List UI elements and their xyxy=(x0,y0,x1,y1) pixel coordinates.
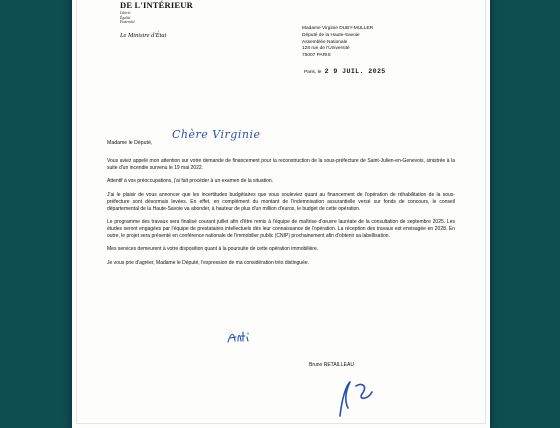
motto-line: Égalité xyxy=(120,15,131,20)
body-paragraph: Mes services demeurent à votre disposition quant à la poursuite de cette opération immobilière. xyxy=(107,246,319,253)
recipient-line: 128 rue de l'Université xyxy=(302,46,350,52)
signer-name: Bruno RETAILLEAU xyxy=(309,362,354,368)
ministry-name: DE L'INTÉRIEUR xyxy=(120,0,193,10)
recipient-line: Madame Virginie DUBY-MULLER xyxy=(302,26,374,31)
body-paragraph: Le programme des travaux sera finalisé courant juillet afin d'être remis à l'équipe de maîtrise d'œuvre lauréate de la consultation de septembre 2025. Les études seront engagées par l'équipe de prestataires intellectuels dès leur connaissance de l'opération. La réception des travaux est envisagée en 2028. En outre, le projet sera présenté en conférence nationale de l'immobilier public (CNIP) prochainement afin d'obtenir sa labellisation. xyxy=(107,219,455,239)
body-paragraph: Attentif à vos préoccupations, j'ai fait procéder à un examen de la situation. xyxy=(107,178,274,185)
letter-page xyxy=(72,0,490,428)
minister-title: Le Ministre d'État xyxy=(120,32,167,39)
date-stamp: 2 9 JUIL. 2025 xyxy=(324,68,386,75)
salutation: Madame le Député, xyxy=(107,140,153,146)
recipient-address xyxy=(302,26,373,60)
body-paragraph: Vous aviez appelé mon attention sur votre demande de financement pour la reconstruction de la sous-préfecture de Saint-Julien-en-Genevois, sinistrée à la suite d'un incendie survenu le 19 mai 2022. xyxy=(107,158,455,171)
republic-motto xyxy=(120,11,135,25)
date-place: Paris, le xyxy=(304,70,322,75)
body-paragraph: J'ai le plaisir de vous annoncer que les incertitudes budgétaires que vous souleviez quant au financement de l'opération de réhabilitation de la sous-préfecture sont désormais levées. En effet, en complément du montant de l'indemnisation assurantielle versé sur fonds de concours, le conseil départemental de la Haute-Savoie va abonder, à hauteur de plus d'un million d'euros, le budget de cette opération. xyxy=(107,191,455,212)
letter-body xyxy=(107,158,455,274)
dateline xyxy=(304,68,386,75)
recipient-line: 75007 PARIS xyxy=(302,53,331,59)
handwritten-salutation: Chère Virginie xyxy=(172,128,261,141)
recipient-line: Assemblée Nationale xyxy=(302,39,348,45)
signature xyxy=(332,378,392,418)
body-paragraph: Je vous prie d'agréer, Madame le Député, l'expression de ma considération très distinguée. xyxy=(107,259,310,266)
handwritten-closing xyxy=(227,328,253,346)
motto-line: Fraternité xyxy=(120,20,135,25)
motto-line: Liberté xyxy=(120,11,131,15)
recipient-line: Député de la Haute-Savoie xyxy=(302,32,360,38)
